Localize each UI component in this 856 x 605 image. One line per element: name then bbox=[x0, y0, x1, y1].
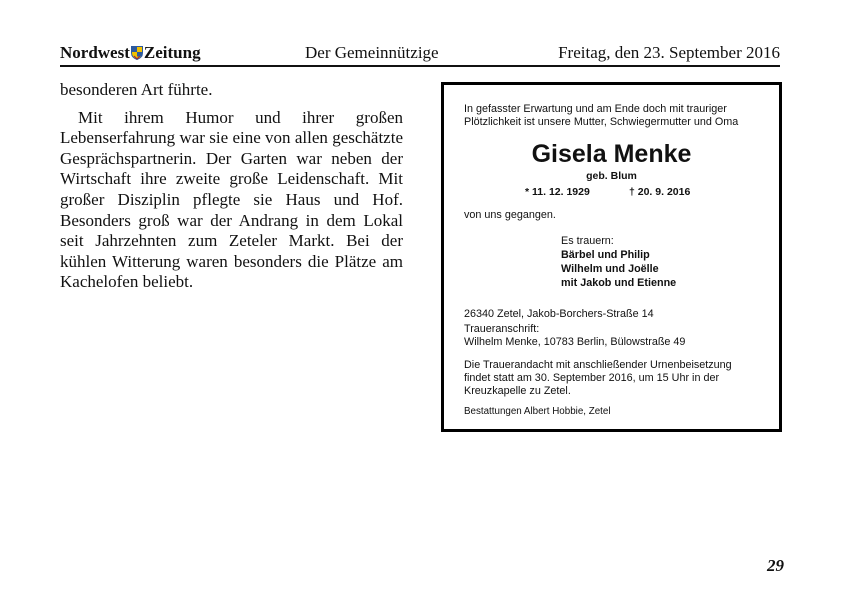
mourners-label: Es trauern: bbox=[561, 235, 614, 247]
header-rule bbox=[60, 65, 780, 67]
service-line: Die Trauerandacht mit anschließender Urnenbeisetzung bbox=[464, 359, 732, 371]
coat-of-arms-icon bbox=[131, 46, 143, 60]
mourner-line: mit Jakob und Etienne bbox=[561, 277, 677, 289]
notice-intro-line: In gefasster Erwartung und am Ende doch mit trauriger bbox=[464, 103, 727, 115]
mourner-line: Bärbel und Philip bbox=[561, 249, 650, 261]
brand-right: Zeitung bbox=[143, 43, 201, 62]
article-column bbox=[60, 80, 403, 293]
page-number: 29 bbox=[767, 556, 784, 575]
deceased-name: Gisela Menke bbox=[531, 140, 692, 168]
issue-date: Freitag, den 23. September 2016 bbox=[558, 43, 780, 62]
service-line: findet statt am 30. September 2016, um 15 Uhr in der bbox=[464, 372, 720, 384]
notice-intro-line: Plötzlichkeit ist unsere Mutter, Schwiegermutter und Oma bbox=[464, 116, 739, 128]
birth-date: * 11. 12. 1929 bbox=[525, 186, 590, 198]
notice-gone-line: von uns gegangen. bbox=[464, 209, 556, 221]
publication-title: Der Gemeinnützige bbox=[305, 43, 439, 62]
mourning-address-label: Traueranschrift: bbox=[464, 323, 540, 335]
mourner-line: Wilhelm und Joëlle bbox=[561, 263, 659, 275]
brand-left: Nordwest bbox=[60, 43, 130, 62]
article-paragraph: Mit ihrem Humor und ihrer großen Lebenserfahrung war sie eine von allen geschätzte Gesprächspartnerin. Der Garten war neben der Wirtschaft ihre zweite große Leidenschaft. Mit großer Disziplin pflegte sie Haus und Hof. Besonders groß war der Andrang in dem Lokal seit Jahrzehnten zum Zeteler Markt. Bei der kühlen Witterung waren besonders die Plätze am Kachelofen beliebt. bbox=[60, 107, 403, 292]
undertaker: Bestattungen Albert Hobbie, Zetel bbox=[464, 406, 611, 417]
home-address: 26340 Zetel, Jakob-Borchers-Straße 14 bbox=[464, 308, 654, 320]
article-paragraph: besonderen Art führte. bbox=[60, 80, 213, 99]
page-header bbox=[60, 42, 780, 64]
obituary-notice bbox=[441, 82, 782, 432]
mourning-address: Wilhelm Menke, 10783 Berlin, Bülowstraße 49 bbox=[464, 336, 686, 348]
death-date: † 20. 9. 2016 bbox=[629, 186, 691, 198]
birth-name: geb. Blum bbox=[586, 170, 637, 182]
newspaper-brand bbox=[60, 42, 201, 64]
service-line: Kreuzkapelle zu Zetel. bbox=[464, 385, 571, 397]
